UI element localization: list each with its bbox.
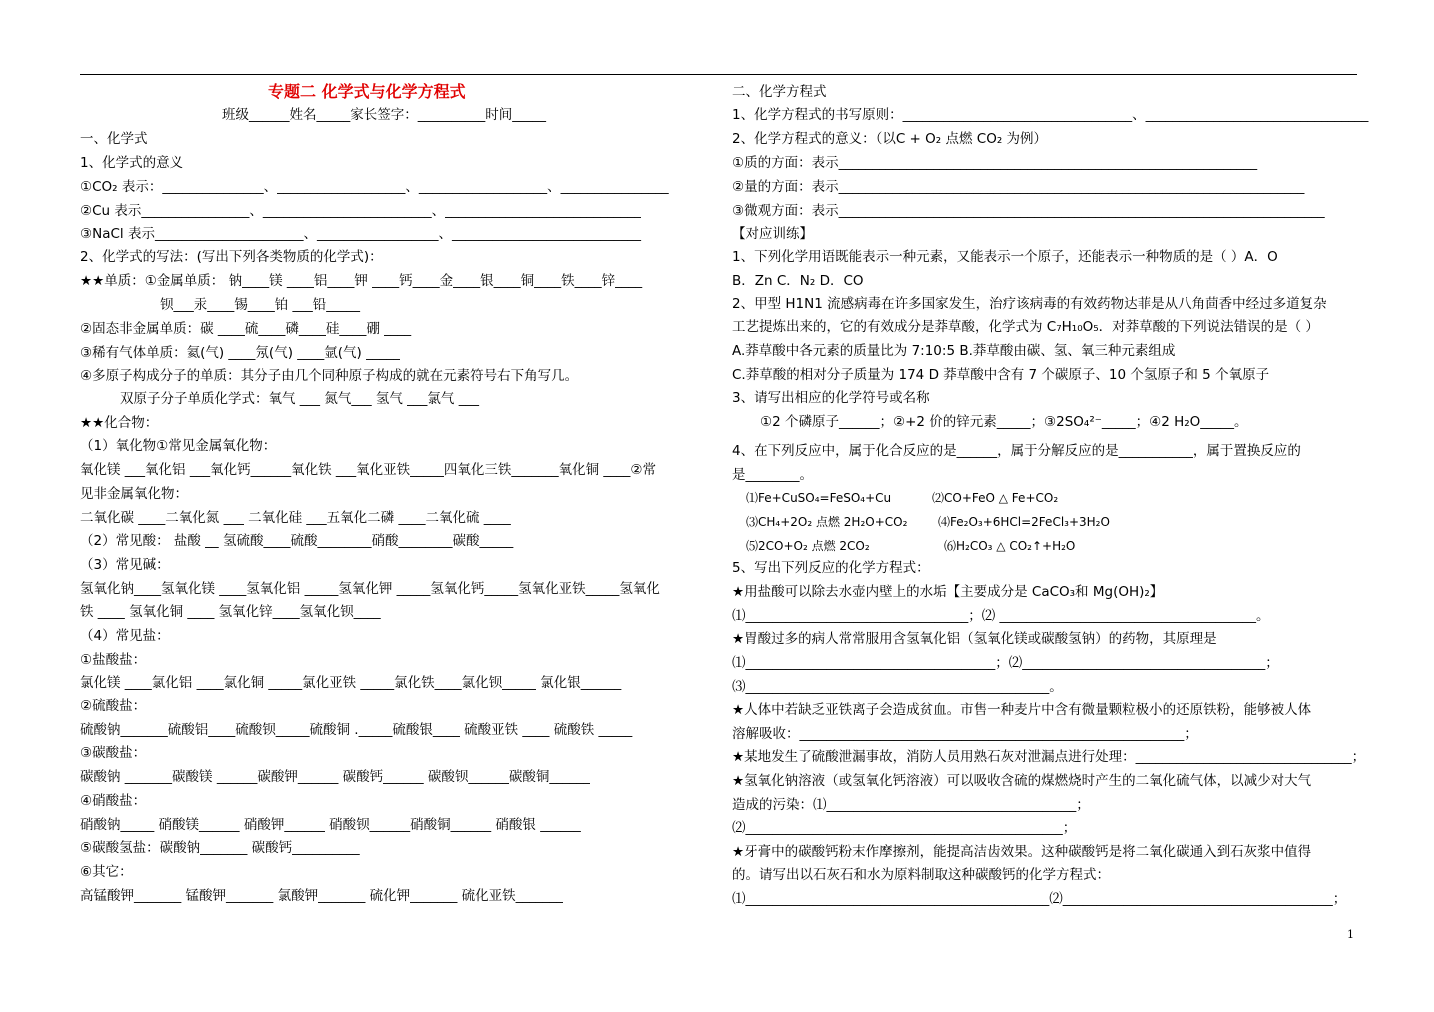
oxide-line-3: 二氧化碳 ____二氧化氮 ___ 二氧化硅 ___五氧化二磷 ____二氧化硫 ____: [80, 510, 511, 526]
reaction-4: ⑷Fe₂O₃+6HCl=2FeCl₃+3H₂O: [938, 515, 1110, 529]
base-line-2: 铁 ____ 氢氧化铜 ____ 氢氧化锌____氢氧化钡____: [80, 604, 381, 620]
top-rule: [80, 74, 1357, 75]
question-2-line-2: 工艺提炼出来的，它的有效成分是莽草酸，化学式为 C₇H₁₀O₅．对莽草酸的下列说法错误的是（ ）: [732, 319, 1319, 335]
question-5: 5、写出下列反应的化学方程式：: [732, 560, 930, 576]
exercise-antacid-answer-3: ⑶_____________________________________________。: [732, 679, 1063, 695]
metal-elements-2: 钡___汞____锡____铂 ___铅_____: [160, 297, 361, 313]
nacl-line: ③NaCl 表示______________________、__________________、____________________________: [80, 226, 641, 242]
exercise-scale-answers: ⑴_________________________________；⑵ ______________________________________。: [732, 608, 1270, 624]
equation-meaning: 2、化学方程式的意义：（以C + O₂ 点燃 CO₂ 为例）: [732, 131, 1048, 147]
exercise-so2-1: ★氢氧化钠溶液（或氢氧化钙溶液）可以吸收含硫的煤燃烧时产生的二氧化硫气体，以减少对大气: [732, 773, 1312, 789]
question-2-line-1: 2、甲型 H1N1 流感病毒在许多国家发生，治疗该病毒的有效药物达菲是从八角茴香中经过多道复杂: [732, 296, 1327, 312]
nitrate-heading: ④硝酸盐：: [80, 793, 147, 809]
noble-gases: ③稀有气体单质：氦(气) ____氖(气) ____氩(气) _____: [80, 345, 400, 361]
info-line: 班级______姓名_____家长签字：__________时间_____: [222, 107, 546, 123]
acid-line: （2）常见酸： 盐酸 __ 氢硫酸____硫酸________硝酸________碳酸_____: [80, 533, 514, 549]
bicarbonate-line: ⑤碳酸氢盐：碳酸钠_______ 碳酸钙__________: [80, 840, 360, 856]
exercise-iron-2: 溶解吸收：_________________________________________________________；: [732, 726, 1198, 742]
reaction-1: ⑴Fe+CuSO₄=FeSO₄+Cu: [746, 491, 892, 505]
practice-heading: 【对应训练】: [732, 226, 813, 242]
exercise-so2-3: ⑵_______________________________________________；: [732, 820, 1077, 836]
exercise-caco3-1: ★牙膏中的碳酸钙粉末作摩擦剂，能提高洁齿效果。这种碳酸钙是将二氧化碳通入到石灰浆中值得: [732, 844, 1312, 860]
diatomic-line: 双原子分子单质化学式：氧气 ___ 氮气___ 氢气 ___氯气 ___: [120, 391, 479, 407]
question-1: 1、下列化学用语既能表示一种元素，又能表示一个原子，还能表示一种物质的是（ ）A．O: [732, 249, 1278, 265]
carbonate-line: 碳酸钠 _______碳酸镁 ______碳酸钾______ 碳酸钙______ 碳酸钡______碳酸铜______: [80, 769, 590, 785]
salt-heading: （4）常见盐：: [80, 628, 170, 644]
sulfate-heading: ②硫酸盐：: [80, 698, 147, 714]
base-heading: （3）常见碱：: [80, 557, 170, 573]
sulfate-line: 硫酸钠_______硫酸铝____硫酸钡_____硫酸铜 ._____硫酸银____ 硫酸亚铁 ____ 硫酸铁 _____: [80, 722, 633, 738]
question-3: 3、请写出相应的化学符号或名称: [732, 390, 930, 406]
equation-principle: 1、化学方程式的书写原则：__________________________________、_________________________________: [732, 107, 1369, 123]
question-3-items: ①2 个磷原子______；②+2 价的锌元素_____；③2SO₄²⁻_____；④2 H₂O_____。: [760, 414, 1248, 430]
question-1-options: B．Zn C．N₂ D．CO: [732, 273, 864, 289]
page-title: 专题二 化学式与化学方程式: [268, 82, 466, 101]
exercise-caco3-2: 的。请写出以石灰石和水为原料制取这种碳酸钙的化学方程式：: [732, 867, 1110, 883]
nitrate-line: 硝酸钠_____ 硝酸镁______ 硝酸钾______ 硝酸钡______硝酸铜______ 硝酸银 ______: [80, 817, 581, 833]
exercise-scale: ★用盐酸可以除去水壶内壁上的水垢【主要成分是 CaCO₃和 Mg(OH)₂】: [732, 584, 1164, 600]
exercise-caco3-answers: ⑴_____________________________________________⑵________________________________________；: [732, 891, 1347, 907]
chloride-heading: ①盐酸盐：: [80, 652, 147, 668]
cu-line: ②Cu 表示________________、_________________________、_____________________________: [80, 203, 641, 219]
section-formula: 一、化学式: [80, 131, 148, 147]
multi-atom-note: ④多原子构成分子的单质：其分子由几个同种原子构成的就在元素符号右下角写几。: [80, 368, 579, 384]
reaction-2: ⑵CO+FeO △ Fe+CO₂: [932, 491, 1059, 505]
formula-meaning-heading: 1、化学式的意义: [80, 155, 184, 171]
oxide-line-2: 见非金属氧化物：: [80, 486, 188, 502]
oxide-line-1: 氧化镁 ___氧化铝 ___氧化钙______氧化铁 ___氧化亚铁_____四氧化三铁_______氧化铜 ____②常: [80, 462, 657, 478]
exercise-so2-2: 造成的污染：⑴_____________________________________；: [732, 797, 1090, 813]
exercise-sulfuric: ★某地发生了硫酸泄漏事故，消防人员用熟石灰对泄漏点进行处理：________________________________；: [732, 749, 1366, 765]
carbonate-heading: ③碳酸盐：: [80, 745, 147, 761]
exercise-iron-1: ★人体中若缺乏亚铁离子会造成贫血。市售一种麦片中含有微量颗粒极小的还原铁粉，能够被人体: [732, 702, 1312, 718]
other-heading: ⑥其它：: [80, 864, 133, 880]
formula-writing-heading: 2、化学式的写法：(写出下列各类物质的化学式)：: [80, 249, 383, 265]
reaction-3: ⑶CH₄+2O₂ 点燃 2H₂O+CO₂: [746, 515, 908, 529]
question-4-line-1: 4、在下列反应中，属于化合反应的是______，属于分解反应的是___________，属于置换反应的: [732, 443, 1301, 459]
base-line-1: 氢氧化钠____氢氧化镁 ____氢氧化铝 _____氢氧化钾 _____氢氧化钙_____氢氧化亚铁_____氢氧化: [80, 581, 660, 597]
oxide-heading: （1）氧化物①常见金属氧化物：: [80, 438, 277, 454]
co2-line: ①CO₂ 表示：_______________、___________________、___________________、________________: [80, 179, 669, 195]
question-2-option-cd: C.莽草酸的相对分子质量为 174 D 莽草酸中含有 7 个碳原子、10 个氢原子和 5 个氧原子: [732, 367, 1270, 383]
exercise-antacid: ★胃酸过多的病人常常服用含氢氧化铝（氢氧化镁或碳酸氢钠）的药物，其原理是: [732, 631, 1217, 647]
question-2-option-ab: A.莽草酸中各元素的质量比为 7:10:5 B.莽草酸由碳、氢、氧三种元素组成: [732, 343, 1176, 359]
meaning-quality: ①质的方面：表示______________________________________________________________: [732, 155, 1258, 171]
page-number: 1: [1347, 928, 1354, 941]
reaction-5: ⑸2CO+O₂ 点燃 2CO₂: [746, 539, 870, 553]
chloride-line: 氯化镁 ____氯化铝 ____氯化铜 _____氯化亚铁 _____氯化铁____氯化钡_____ 氯化银______: [80, 675, 622, 691]
section-equation: 二、化学方程式: [732, 84, 827, 100]
other-line: 高锰酸钾_______ 锰酸钾_______ 氯酸钾_______ 硫化钾_______ 硫化亚铁_______: [80, 888, 563, 904]
reaction-6: ⑹H₂CO₃ △ CO₂↑+H₂O: [944, 539, 1076, 553]
compound-heading: ★★化合物：: [80, 415, 159, 431]
question-4-line-2: 是________。: [732, 467, 813, 483]
nonmetal-elements: ②固态非金属单质：碳 ____硫____磷____硅____硼 ____: [80, 321, 412, 337]
metal-elements-1: ★★单质：①金属单质： 钠____镁 ____铝____钾 ____钙____金____银____铜____铁____锌____: [80, 273, 643, 289]
exercise-antacid-answers: ⑴_____________________________________；⑵____________________________________；: [732, 655, 1279, 671]
meaning-quantity: ②量的方面：表示_____________________________________________________________________: [732, 179, 1305, 195]
meaning-micro: ③微观方面：表示________________________________________________________________________: [732, 203, 1325, 219]
